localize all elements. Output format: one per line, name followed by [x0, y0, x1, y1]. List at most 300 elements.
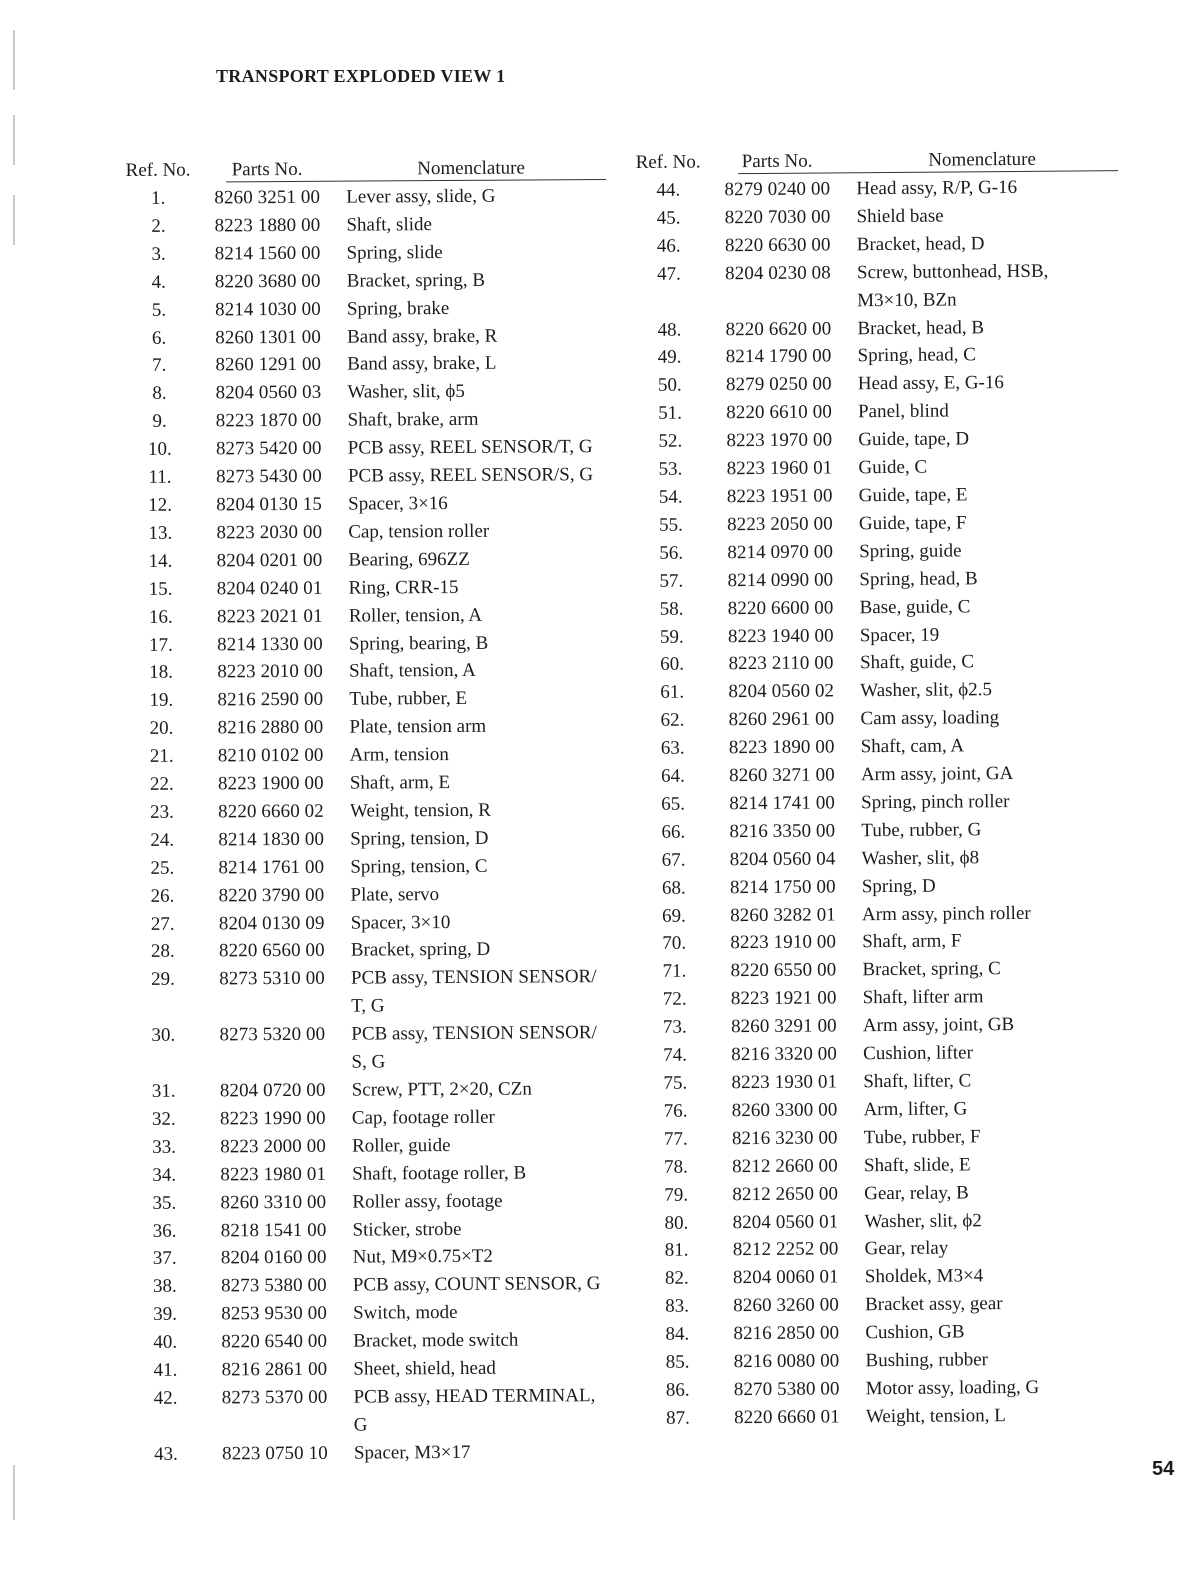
table-row [639, 1094, 1125, 1126]
ref-no-cell: 47. [657, 263, 681, 285]
parts-no-cell: 8260 3291 00 [730, 1015, 837, 1038]
nomenclature-cell: Motor assy, loading, G [865, 1376, 1040, 1400]
parts-no-cell: 8204 0560 04 [729, 848, 836, 871]
table-row [633, 229, 1119, 261]
nomenclature-cell: Band assy, brake, R [347, 325, 498, 348]
parts-no-cell: 8273 5430 00 [216, 465, 322, 488]
nomenclature-cell: Arm assy, pinch roller [861, 902, 1031, 925]
ref-no-cell: 77. [663, 1128, 688, 1150]
ref-no-cell: 71. [662, 960, 687, 983]
ref-no-cell [127, 1050, 199, 1078]
table-row [128, 1215, 612, 1246]
table-row [123, 349, 607, 380]
parts-no-cell: 8214 0990 00 [727, 569, 834, 591]
nomenclature-cell: Cushion, GB [865, 1321, 965, 1344]
parts-no-cell: 8216 2880 00 [217, 716, 324, 739]
parts-no-cell: 8212 2660 00 [732, 1155, 838, 1177]
parts-no-cell: 8223 1940 00 [727, 624, 834, 647]
ref-no-cell: 24. [150, 829, 175, 851]
ref-no-cell: 13. [148, 522, 173, 544]
parts-no-cell: 8279 0250 00 [725, 373, 832, 396]
parts-no-cell: 8223 1910 00 [730, 931, 837, 954]
parts-no-cell [199, 1049, 341, 1078]
parts-no-cell: 8204 0130 09 [218, 912, 325, 934]
parts-table-right [632, 146, 1128, 1433]
nomenclature-cell: Shield base [856, 205, 944, 228]
table-row [634, 341, 1120, 373]
parts-no-cell: 8220 6540 00 [221, 1330, 328, 1353]
table-row [127, 963, 611, 994]
nomenclature-cell: Band assy, brake, L [347, 353, 497, 376]
nomenclature-cell: Bearing, 696ZZ [348, 548, 470, 571]
nomenclature-cell: Spring, tension, C [350, 855, 488, 878]
table-row [634, 452, 1120, 484]
ref-no-cell: 60. [660, 654, 684, 676]
table-row [127, 991, 611, 1022]
nomenclature-cell: Spring, guide [859, 540, 962, 563]
ref-no-cell: 83. [665, 1295, 690, 1318]
table-row [125, 656, 609, 687]
nomenclature-cell: Sheet, shield, head [353, 1357, 496, 1380]
ref-no-cell: 23. [150, 801, 174, 823]
ref-no-cell: 14. [148, 550, 173, 572]
nomenclature-cell: Shaft, slide, E [863, 1154, 971, 1176]
header-nomenclature: Nomenclature [417, 157, 525, 180]
parts-no-cell: 8260 3282 01 [730, 903, 836, 926]
ref-no-cell: 55. [658, 514, 683, 536]
parts-no-cell: 8214 0970 00 [727, 541, 834, 564]
table-row [637, 731, 1123, 763]
table-row [123, 266, 607, 297]
parts-no-cell: 8273 5320 00 [219, 1023, 326, 1046]
nomenclature-cell: S, G [351, 1051, 386, 1073]
parts-no-cell: 8216 2590 00 [217, 689, 324, 711]
parts-no-cell: 8216 3230 00 [731, 1127, 838, 1150]
table-row [126, 824, 610, 855]
nomenclature-cell: Weight, tension, L [865, 1404, 1006, 1428]
nomenclature-cell: Spring, head, B [859, 567, 978, 590]
nomenclature-cell: Washer, slit, ϕ5 [347, 381, 465, 403]
table-row [635, 592, 1121, 624]
parts-table-left [122, 155, 614, 1469]
parts-no-cell: 8270 5380 00 [733, 1378, 840, 1401]
table-row [637, 787, 1123, 819]
table-row [125, 684, 609, 715]
parts-no-cell: 8223 2000 00 [220, 1135, 326, 1158]
ref-no-cell: 7. [152, 355, 167, 377]
ref-no-cell: 12. [148, 494, 173, 516]
nomenclature-cell: Bracket, head, B [857, 316, 985, 339]
parts-no-cell: 8223 1970 00 [726, 429, 833, 452]
parts-no-cell: 8204 0240 01 [216, 577, 323, 600]
nomenclature-cell: Shaft, arm, E [349, 772, 451, 794]
table-row [637, 843, 1123, 875]
nomenclature-cell: Roller, guide [351, 1134, 451, 1157]
ref-no-cell: 1. [151, 187, 166, 209]
ref-no-cell: 76. [663, 1100, 688, 1122]
ref-no-cell: 50. [657, 374, 682, 397]
ref-no-cell: 2. [151, 215, 166, 237]
table-row [633, 313, 1119, 345]
parts-no-cell: 8260 2961 00 [728, 708, 835, 731]
table-row [127, 1019, 611, 1050]
nomenclature-cell: Bracket, mode switch [353, 1329, 519, 1352]
parts-no-cell: 8204 0720 00 [219, 1079, 326, 1102]
page-number: 54 [1152, 1458, 1175, 1480]
header-parts-no: Parts No. [741, 150, 813, 173]
page-edge-mark [13, 1465, 15, 1520]
parts-no-cell: 8273 5370 00 [221, 1386, 328, 1409]
table-row [125, 629, 609, 660]
header-ref-no: Ref. No. [635, 151, 701, 173]
parts-no-cell: 8216 3320 00 [731, 1043, 838, 1066]
table-row [129, 1270, 613, 1301]
nomenclature-cell: Washer, slit, ϕ8 [861, 847, 980, 869]
parts-no-cell: 8220 6620 00 [725, 317, 832, 340]
nomenclature-cell: Arm assy, joint, GA [860, 763, 1014, 786]
parts-no-cell: 8220 6630 00 [724, 234, 831, 257]
table-row [642, 1373, 1128, 1405]
parts-no-cell: 8223 1980 01 [220, 1163, 327, 1186]
parts-no-cell: 8214 1761 00 [218, 856, 325, 879]
ref-no-cell: 28. [150, 941, 175, 963]
nomenclature-cell: Cushion, lifter [863, 1042, 973, 1065]
table-row [639, 1010, 1125, 1042]
ref-no-cell: 39. [153, 1303, 178, 1326]
nomenclature-cell: Shaft, lifter, C [863, 1070, 972, 1093]
table-row [122, 182, 606, 213]
parts-no-cell: 8260 1301 00 [215, 326, 322, 348]
parts-no-cell: 8260 3260 00 [733, 1294, 840, 1317]
ref-no-cell: 56. [659, 542, 684, 564]
nomenclature-cell: Nut, M9×0.75×T2 [352, 1246, 493, 1269]
table-row [640, 1150, 1126, 1182]
parts-no-cell: 8223 0750 10 [221, 1442, 328, 1465]
nomenclature-cell: Washer, slit, ϕ2.5 [860, 679, 993, 702]
table-row [638, 955, 1124, 987]
nomenclature-cell: PCB assy, TENSION SENSOR/ [350, 966, 597, 989]
parts-no-cell: 8220 7030 00 [724, 206, 831, 229]
nomenclature-cell: Spacer, 3×16 [348, 492, 448, 515]
table-row [122, 210, 606, 241]
table-row [632, 173, 1118, 205]
page-title: TRANSPORT EXPLODED VIEW 1 [216, 66, 506, 86]
ref-no-cell: 53. [658, 458, 683, 480]
ref-no-cell: 11. [148, 466, 172, 488]
nomenclature-cell: Base, guide, C [859, 595, 971, 618]
table-row [638, 899, 1124, 931]
table-row [126, 740, 610, 771]
nomenclature-cell: Spring, slide [346, 241, 443, 264]
ref-no-cell: 35. [152, 1192, 177, 1214]
table-row [635, 480, 1121, 512]
parts-no-cell: 8223 1930 01 [731, 1071, 838, 1094]
parts-no-cell: 8223 2050 00 [727, 513, 833, 536]
nomenclature-cell: Bracket, spring, B [346, 269, 486, 292]
parts-no-cell: 8220 6550 00 [730, 959, 837, 982]
ref-no-cell: 67. [661, 849, 686, 871]
parts-no-cell: 8204 0230 08 [725, 262, 831, 284]
ref-no-cell: 32. [151, 1108, 176, 1130]
parts-no-cell: 8220 6560 00 [218, 940, 325, 962]
ref-no-cell [633, 288, 705, 316]
table-row [129, 1382, 613, 1441]
ref-no-cell: 40. [153, 1331, 178, 1353]
table-row [128, 1075, 612, 1106]
table-row [634, 369, 1120, 401]
parts-no-cell: 8212 2252 00 [732, 1238, 839, 1261]
nomenclature-cell: Tube, rubber, G [861, 819, 982, 842]
table-row [128, 1131, 612, 1162]
parts-no-cell: 8214 1741 00 [729, 792, 836, 815]
parts-no-cell: 8214 1560 00 [214, 242, 321, 265]
ref-no-cell: 5. [151, 299, 167, 321]
table-row [126, 796, 610, 827]
table-row [636, 620, 1122, 652]
parts-no-cell: 8223 2010 00 [217, 661, 324, 683]
nomenclature-cell: Gear, relay, B [864, 1182, 969, 1204]
parts-rows [632, 171, 1128, 1433]
table-row [124, 517, 608, 548]
nomenclature-cell: Cap, footage roller [351, 1106, 495, 1129]
nomenclature-cell: Roller, tension, A [348, 604, 483, 627]
parts-no-cell: 8214 1330 00 [217, 633, 323, 655]
table-row [640, 1122, 1126, 1154]
nomenclature-cell: Panel, blind [857, 400, 949, 423]
ref-no-cell: 15. [148, 578, 173, 600]
parts-no-cell: 8273 5310 00 [219, 968, 325, 990]
ref-no-cell [127, 994, 199, 1022]
table-row [126, 880, 610, 911]
nomenclature-cell: M3×10, BZn [857, 289, 957, 311]
nomenclature-cell: Tube, rubber, E [349, 688, 468, 710]
ref-no-cell: 87. [666, 1407, 690, 1429]
ref-no-cell: 78. [664, 1156, 688, 1178]
parts-no-cell: 8220 6660 02 [218, 800, 324, 823]
ref-no-cell: 21. [149, 745, 174, 767]
nomenclature-cell: Washer, slit, ϕ2 [864, 1209, 982, 1232]
nomenclature-cell: Shaft, brake, arm [347, 409, 479, 431]
parts-no-cell: 8204 0560 01 [732, 1210, 839, 1233]
table-row [640, 1206, 1126, 1238]
ref-no-cell: 26. [150, 885, 175, 907]
parts-no-cell: 8204 0060 01 [732, 1266, 839, 1289]
table-row [126, 852, 610, 883]
parts-no-cell: 8204 0160 00 [220, 1247, 327, 1269]
parts-no-cell: 8223 2030 00 [216, 521, 323, 544]
parts-no-cell: 8223 1951 00 [726, 485, 833, 508]
nomenclature-cell: Head assy, E, G-16 [857, 372, 1004, 395]
ref-no-cell: 61. [660, 681, 685, 704]
table-row [123, 294, 607, 325]
nomenclature-cell: Arm, tension [349, 744, 449, 766]
ref-no-cell: 82. [664, 1267, 689, 1290]
parts-no-cell [705, 287, 847, 316]
ref-no-cell: 59. [659, 626, 684, 648]
nomenclature-cell: Spring, head, C [857, 344, 976, 367]
nomenclature-cell: Shaft, cam, A [860, 735, 965, 758]
ref-no-cell: 16. [148, 606, 173, 628]
parts-no-cell: 8223 1900 00 [217, 772, 324, 795]
nomenclature-cell: Shaft, slide [346, 214, 432, 236]
parts-no-cell: 8214 1030 00 [215, 298, 321, 321]
table-row [130, 1438, 614, 1469]
table-row [639, 1066, 1125, 1098]
ref-no-cell: 70. [662, 933, 687, 955]
ref-no-cell: 65. [661, 793, 686, 815]
ref-no-cell: 33. [152, 1136, 176, 1158]
table-row [126, 768, 610, 799]
nomenclature-cell: Shaft, tension, A [349, 660, 476, 683]
nomenclature-cell: Bushing, rubber [865, 1349, 989, 1372]
table-row [637, 815, 1123, 847]
nomenclature-cell: Switch, mode [352, 1302, 458, 1324]
table-row [632, 201, 1118, 233]
ref-no-cell: 79. [664, 1184, 689, 1206]
parts-no-cell: 8216 0080 00 [733, 1350, 840, 1373]
nomenclature-cell: Bracket, head, D [856, 233, 985, 256]
parts-no-cell: 8220 6610 00 [726, 401, 832, 424]
nomenclature-cell: Bracket, spring, C [862, 958, 1001, 981]
ref-no-cell: 48. [657, 319, 682, 341]
table-row [129, 1326, 613, 1357]
ref-no-cell: 20. [149, 717, 174, 740]
nomenclature-cell: Shaft, footage roller, B [352, 1162, 527, 1185]
ref-no-cell: 54. [658, 486, 683, 508]
nomenclature-cell: Arm assy, joint, GB [862, 1014, 1015, 1037]
ref-no-cell: 41. [153, 1359, 178, 1381]
ref-no-cell: 30. [151, 1024, 176, 1047]
table-row [634, 424, 1120, 456]
ref-no-cell: 84. [665, 1323, 690, 1345]
parts-no-cell: 8253 9530 00 [221, 1303, 327, 1325]
table-row [124, 461, 608, 492]
nomenclature-cell: PCB assy, COUNT SENSOR, G [352, 1273, 601, 1296]
nomenclature-cell: Bracket assy, gear [864, 1293, 1003, 1316]
ref-no-cell: 34. [152, 1164, 177, 1186]
ref-no-cell: 42. [153, 1387, 178, 1409]
table-row [123, 322, 607, 353]
table-row [636, 703, 1122, 735]
table-row [125, 573, 609, 604]
ref-no-cell: 17. [149, 634, 173, 656]
parts-no-cell: 8212 2650 00 [732, 1183, 839, 1205]
table-row [635, 536, 1121, 568]
parts-no-cell: 8204 0130 15 [216, 493, 323, 516]
ref-no-cell: 86. [665, 1379, 690, 1401]
nomenclature-cell: Guide, tape, E [858, 484, 968, 507]
nomenclature-cell: Bracket, spring, D [350, 939, 491, 962]
parts-no-cell: 8220 3790 00 [218, 884, 325, 907]
nomenclature-cell: Spring, brake [346, 297, 450, 320]
table-row [128, 1187, 612, 1218]
ref-no-cell: 62. [660, 709, 685, 732]
table-row [639, 1038, 1125, 1070]
header-parts-no: Parts No. [231, 158, 303, 181]
parts-no-cell [199, 993, 341, 1022]
parts-no-cell: 8214 1750 00 [729, 876, 836, 898]
table-row [127, 1047, 611, 1078]
ref-no-cell: 3. [151, 243, 166, 265]
ref-no-cell: 10. [147, 438, 172, 461]
ref-no-cell: 8. [152, 383, 167, 405]
parts-no-cell: 8223 1990 00 [219, 1107, 326, 1130]
nomenclature-cell: Lever assy, slide, G [346, 185, 496, 208]
table-row [123, 377, 607, 408]
ref-no-cell: 38. [152, 1276, 177, 1298]
table-row [641, 1317, 1127, 1349]
table-row [127, 908, 611, 939]
parts-no-cell: 8216 2861 00 [221, 1358, 328, 1381]
nomenclature-cell: Spacer, 19 [859, 624, 940, 646]
nomenclature-cell: Spring, pinch roller [861, 790, 1010, 814]
ref-no-cell: 64. [660, 765, 685, 787]
ref-no-cell: 31. [151, 1080, 176, 1102]
ref-no-cell: 25. [150, 857, 175, 879]
parts-no-cell: 8273 5420 00 [215, 437, 322, 460]
ref-no-cell: 27. [150, 913, 175, 935]
nomenclature-cell: Spring, tension, D [350, 827, 489, 850]
header-nomenclature: Nomenclature [928, 148, 1036, 171]
nomenclature-cell: Spring, D [861, 875, 936, 897]
table-row [641, 1234, 1127, 1266]
parts-no-cell: 8223 2021 01 [216, 605, 323, 628]
table-row [636, 675, 1122, 707]
table-row [125, 712, 609, 743]
nomenclature-cell: PCB assy, HEAD TERMINAL, G [353, 1385, 596, 1436]
table-row [125, 601, 609, 632]
nomenclature-cell: Cam assy, loading [860, 707, 1000, 730]
nomenclature-cell: Sticker, strobe [352, 1218, 462, 1241]
nomenclature-cell: Plate, tension arm [349, 716, 487, 738]
nomenclature-cell: Sholdek, M3×4 [864, 1265, 984, 1288]
parts-no-cell: 8260 3251 00 [214, 186, 321, 209]
page-edge-mark [13, 30, 15, 90]
ref-no-cell: 66. [661, 821, 686, 843]
table-row [636, 648, 1122, 680]
ref-no-cell: 43. [153, 1443, 178, 1465]
parts-no-cell: 8220 6660 01 [734, 1406, 840, 1429]
table-row [124, 405, 608, 436]
table-row [634, 396, 1120, 428]
nomenclature-cell: Head assy, R/P, G-16 [856, 176, 1018, 200]
ref-no-cell: 44. [656, 179, 681, 201]
nomenclature-cell: Arm, lifter, G [863, 1098, 968, 1121]
table-row [633, 285, 1119, 317]
parts-no-cell: 8279 0240 00 [724, 178, 831, 201]
parts-no-cell: 8223 1870 00 [215, 410, 322, 432]
table-row [635, 564, 1121, 596]
nomenclature-cell: Cap, tension roller [348, 520, 490, 543]
parts-no-cell: 8223 1960 01 [726, 457, 833, 480]
nomenclature-cell: Ring, CRR-15 [348, 576, 459, 599]
ref-no-cell: 9. [152, 410, 167, 433]
ref-no-cell: 74. [663, 1044, 688, 1066]
parts-no-cell: 8220 6600 00 [727, 597, 834, 619]
table-row [641, 1345, 1127, 1377]
parts-no-cell: 8214 1790 00 [725, 345, 832, 368]
ref-no-cell: 45. [656, 207, 681, 229]
header-ref-no: Ref. No. [125, 159, 191, 181]
parts-no-cell: 8216 2850 00 [733, 1322, 840, 1345]
table-row [641, 1261, 1127, 1293]
nomenclature-cell: PCB assy, REEL SENSOR/T, G [347, 436, 593, 459]
nomenclature-cell: Spacer, 3×10 [350, 911, 451, 934]
ref-no-cell: 18. [149, 662, 174, 684]
nomenclature-cell: Shaft, arm, F [862, 930, 962, 953]
ref-no-cell: 51. [658, 402, 683, 425]
ref-no-cell: 73. [662, 1016, 687, 1038]
